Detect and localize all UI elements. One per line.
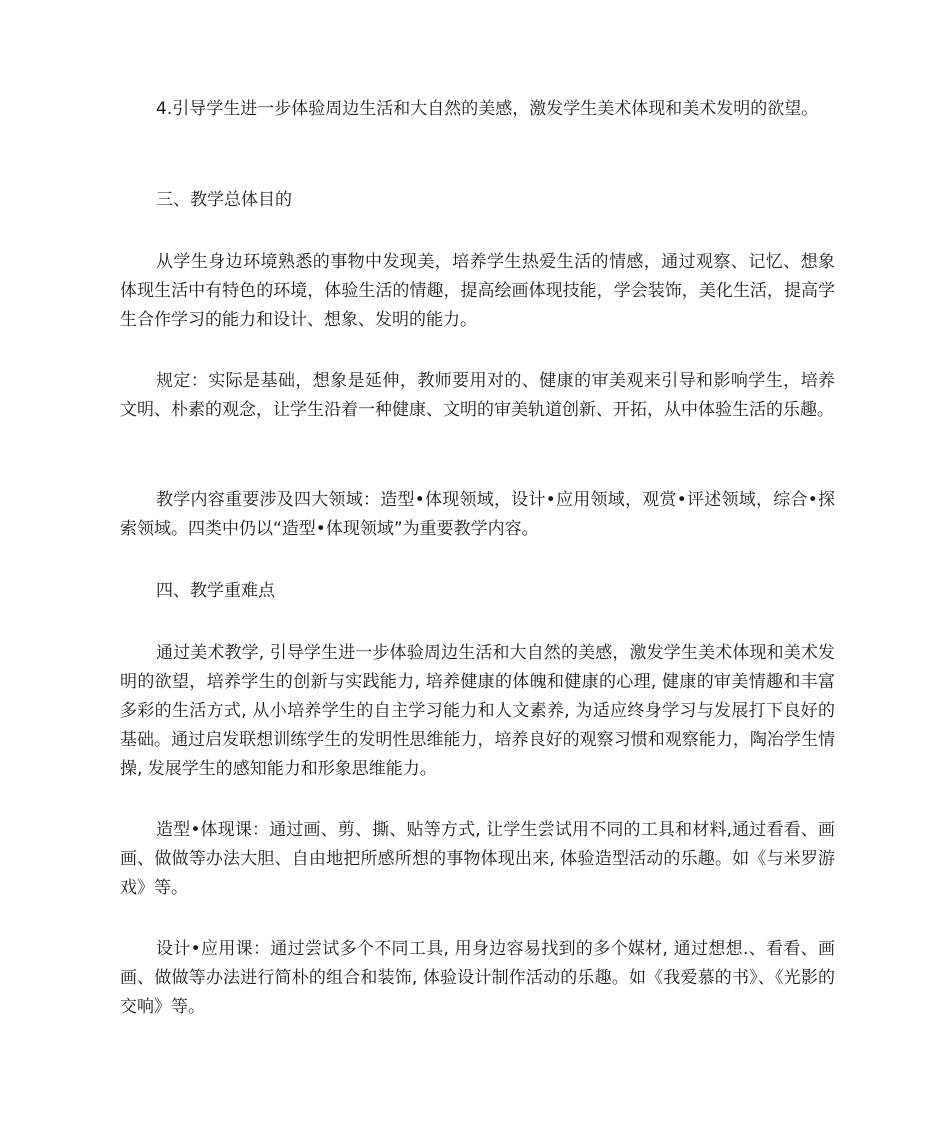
paragraph-key-difficulties: 通过美术教学, 引导学生进一步体验周边生活和大自然的美感，激发学生美术体现和美术发明的欲望，培养学生的创新与实践能力, 培养健康的体魄和健康的心理, 健康的审美情趣和丰富多彩的生活方式, 从小培养学生的自主学习能力和人文素养, 为适应终身学习与发展打下良好的基础。通过启发联想训练学生的发明性思维能力，培养良好的观察习惯和观察能力，陶冶学生情操, 发展学生的感知能力和形象思维能力。 (120, 643, 835, 779)
paragraph-teaching-content: 教学内容重要涉及四大领域：造型•体现领域，设计•应用领域，观赏•评述领域，综合•探索领域。四类中仍以“造型•体现领域”为重要教学内容。 (120, 490, 835, 539)
paragraph-goal-4: 4.引导学生进一步体验周边生活和大自然的美感，激发学生美术体现和美术发明的欲望。 (156, 99, 819, 119)
paragraph-overall-goals: 从学生身边环境熟悉的事物中发现美，培养学生热爱生活的情感，通过观察、记忆、想象体现生活中有特色的环境，体验生活的情趣，提高绘画体现技能，学会装饰，美化生活，提高学生合作学习的能力和设计、想象、发明的能力。 (120, 252, 835, 330)
paragraph-modeling-course: 造型•体现课：通过画、剪、撕、贴等方式, 让学生尝试用不同的工具和材料,通过看看、画画、做做等办法大胆、自由地把所感所想的事物体现出来, 体验造型活动的乐趣。如《与米罗游戏》等。 (120, 820, 835, 898)
heading-overall-goals: 三、教学总体目的 (156, 190, 292, 210)
paragraph-requirements: 规定：实际是基础，想象是延伸，教师要用对的、健康的审美观来引导和影响学生，培养文明、朴素的观念，让学生沿着一种健康、文明的审美轨道创新、开拓，从中体验生活的乐趣。 (120, 371, 835, 420)
heading-key-difficulties: 四、教学重难点 (156, 581, 275, 601)
paragraph-design-course: 设计•应用课：通过尝试多个不同工具, 用身边容易找到的多个媒材, 通过想想.、看看、画画、做做等办法进行简朴的组合和装饰, 体验设计制作活动的乐趣。如《我爱慕的书》、《光影的交响》等。 (120, 939, 835, 1017)
